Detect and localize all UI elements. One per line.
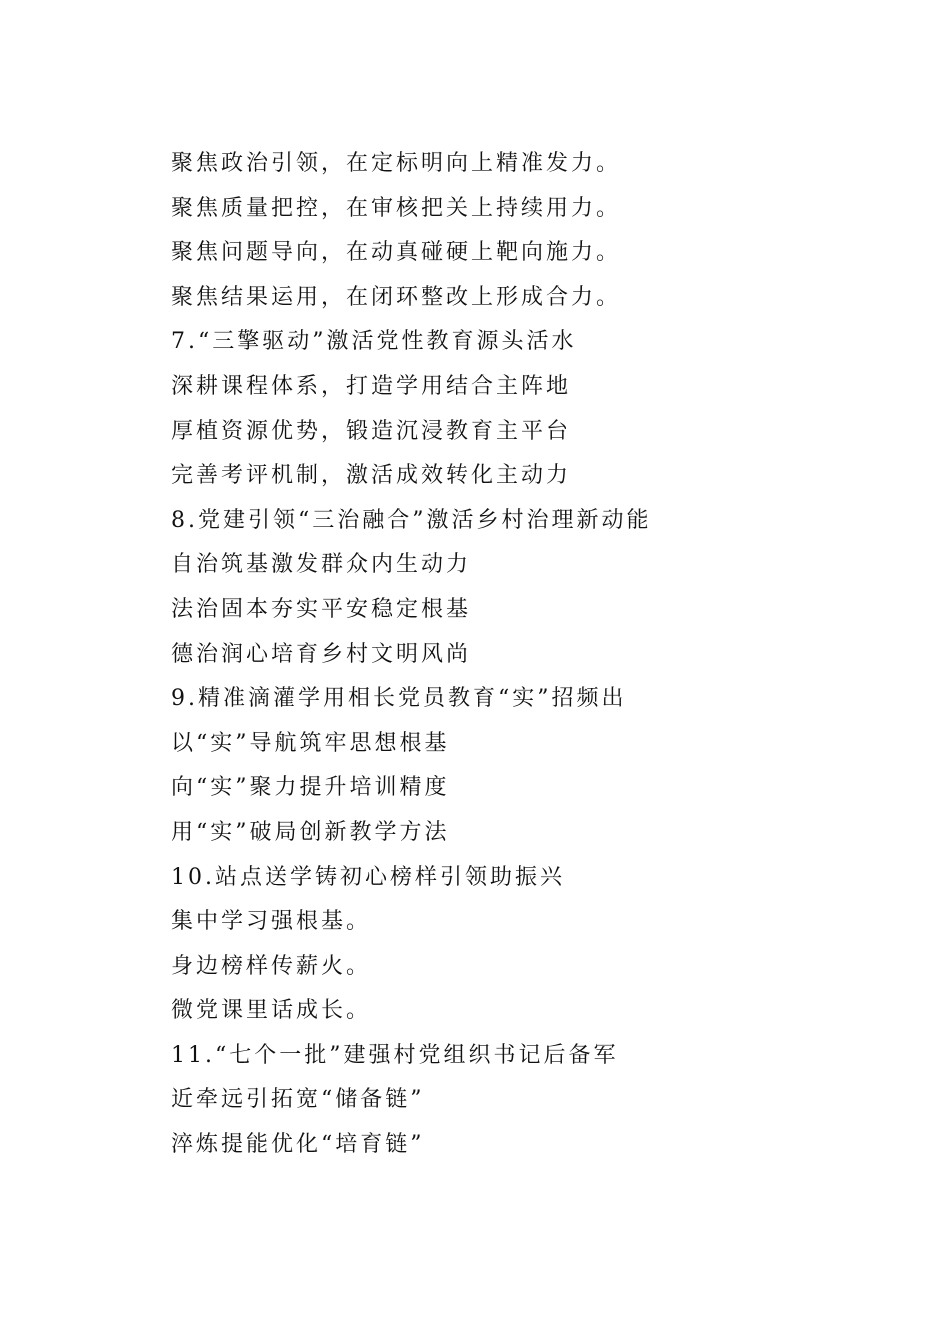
text-line: 向“实”聚力提升培训精度 <box>171 775 450 801</box>
text-line: 近牵远引拓宽“储备链” <box>171 1087 425 1113</box>
text-line: 法治固本夯实平安稳定根基 <box>171 596 472 622</box>
text-line: 以“实”导航筑牢思想根基 <box>171 730 450 756</box>
section-heading: 9.精准滴灌学用相长党员教育“实”招频出 <box>171 686 627 712</box>
text-line: 聚焦结果运用，在闭环整改上形成合力。 <box>171 284 622 310</box>
text-line: 德治润心培育乡村文明风尚 <box>171 641 472 667</box>
text-line: 厚植资源优势，锻造沉浸教育主平台 <box>171 418 572 444</box>
text-line: 淬炼提能优化“培育链” <box>171 1132 425 1158</box>
section-heading: 11.“七个一批”建强村党组织书记后备军 <box>171 1042 619 1068</box>
text-line: 集中学习强根基。 <box>171 909 372 935</box>
text-line: 聚焦质量把控，在审核把关上持续用力。 <box>171 195 622 221</box>
text-line: 自治筑基激发群众内生动力 <box>171 552 472 578</box>
text-line: 完善考评机制，激活成效转化主动力 <box>171 463 572 489</box>
text-line: 身边榜样传薪火。 <box>171 953 372 979</box>
text-line: 微党课里话成长。 <box>171 998 372 1024</box>
section-heading: 8.党建引领“三治融合”激活乡村治理新动能 <box>171 507 652 533</box>
text-line: 深耕课程体系，打造学用结合主阵地 <box>171 373 572 399</box>
text-line: 聚焦政治引领，在定标明向上精准发力。 <box>171 151 622 176</box>
text-line: 聚焦问题导向，在动真碰硬上靶向施力。 <box>171 240 622 266</box>
document-body <box>171 142 871 1168</box>
section-heading: 7.“三擎驱动”激活党性教育源头活水 <box>171 329 577 355</box>
text-line: 用“实”破局创新教学方法 <box>171 819 450 845</box>
section-heading: 10.站点送学铸初心榜样引领助振兴 <box>171 864 565 890</box>
